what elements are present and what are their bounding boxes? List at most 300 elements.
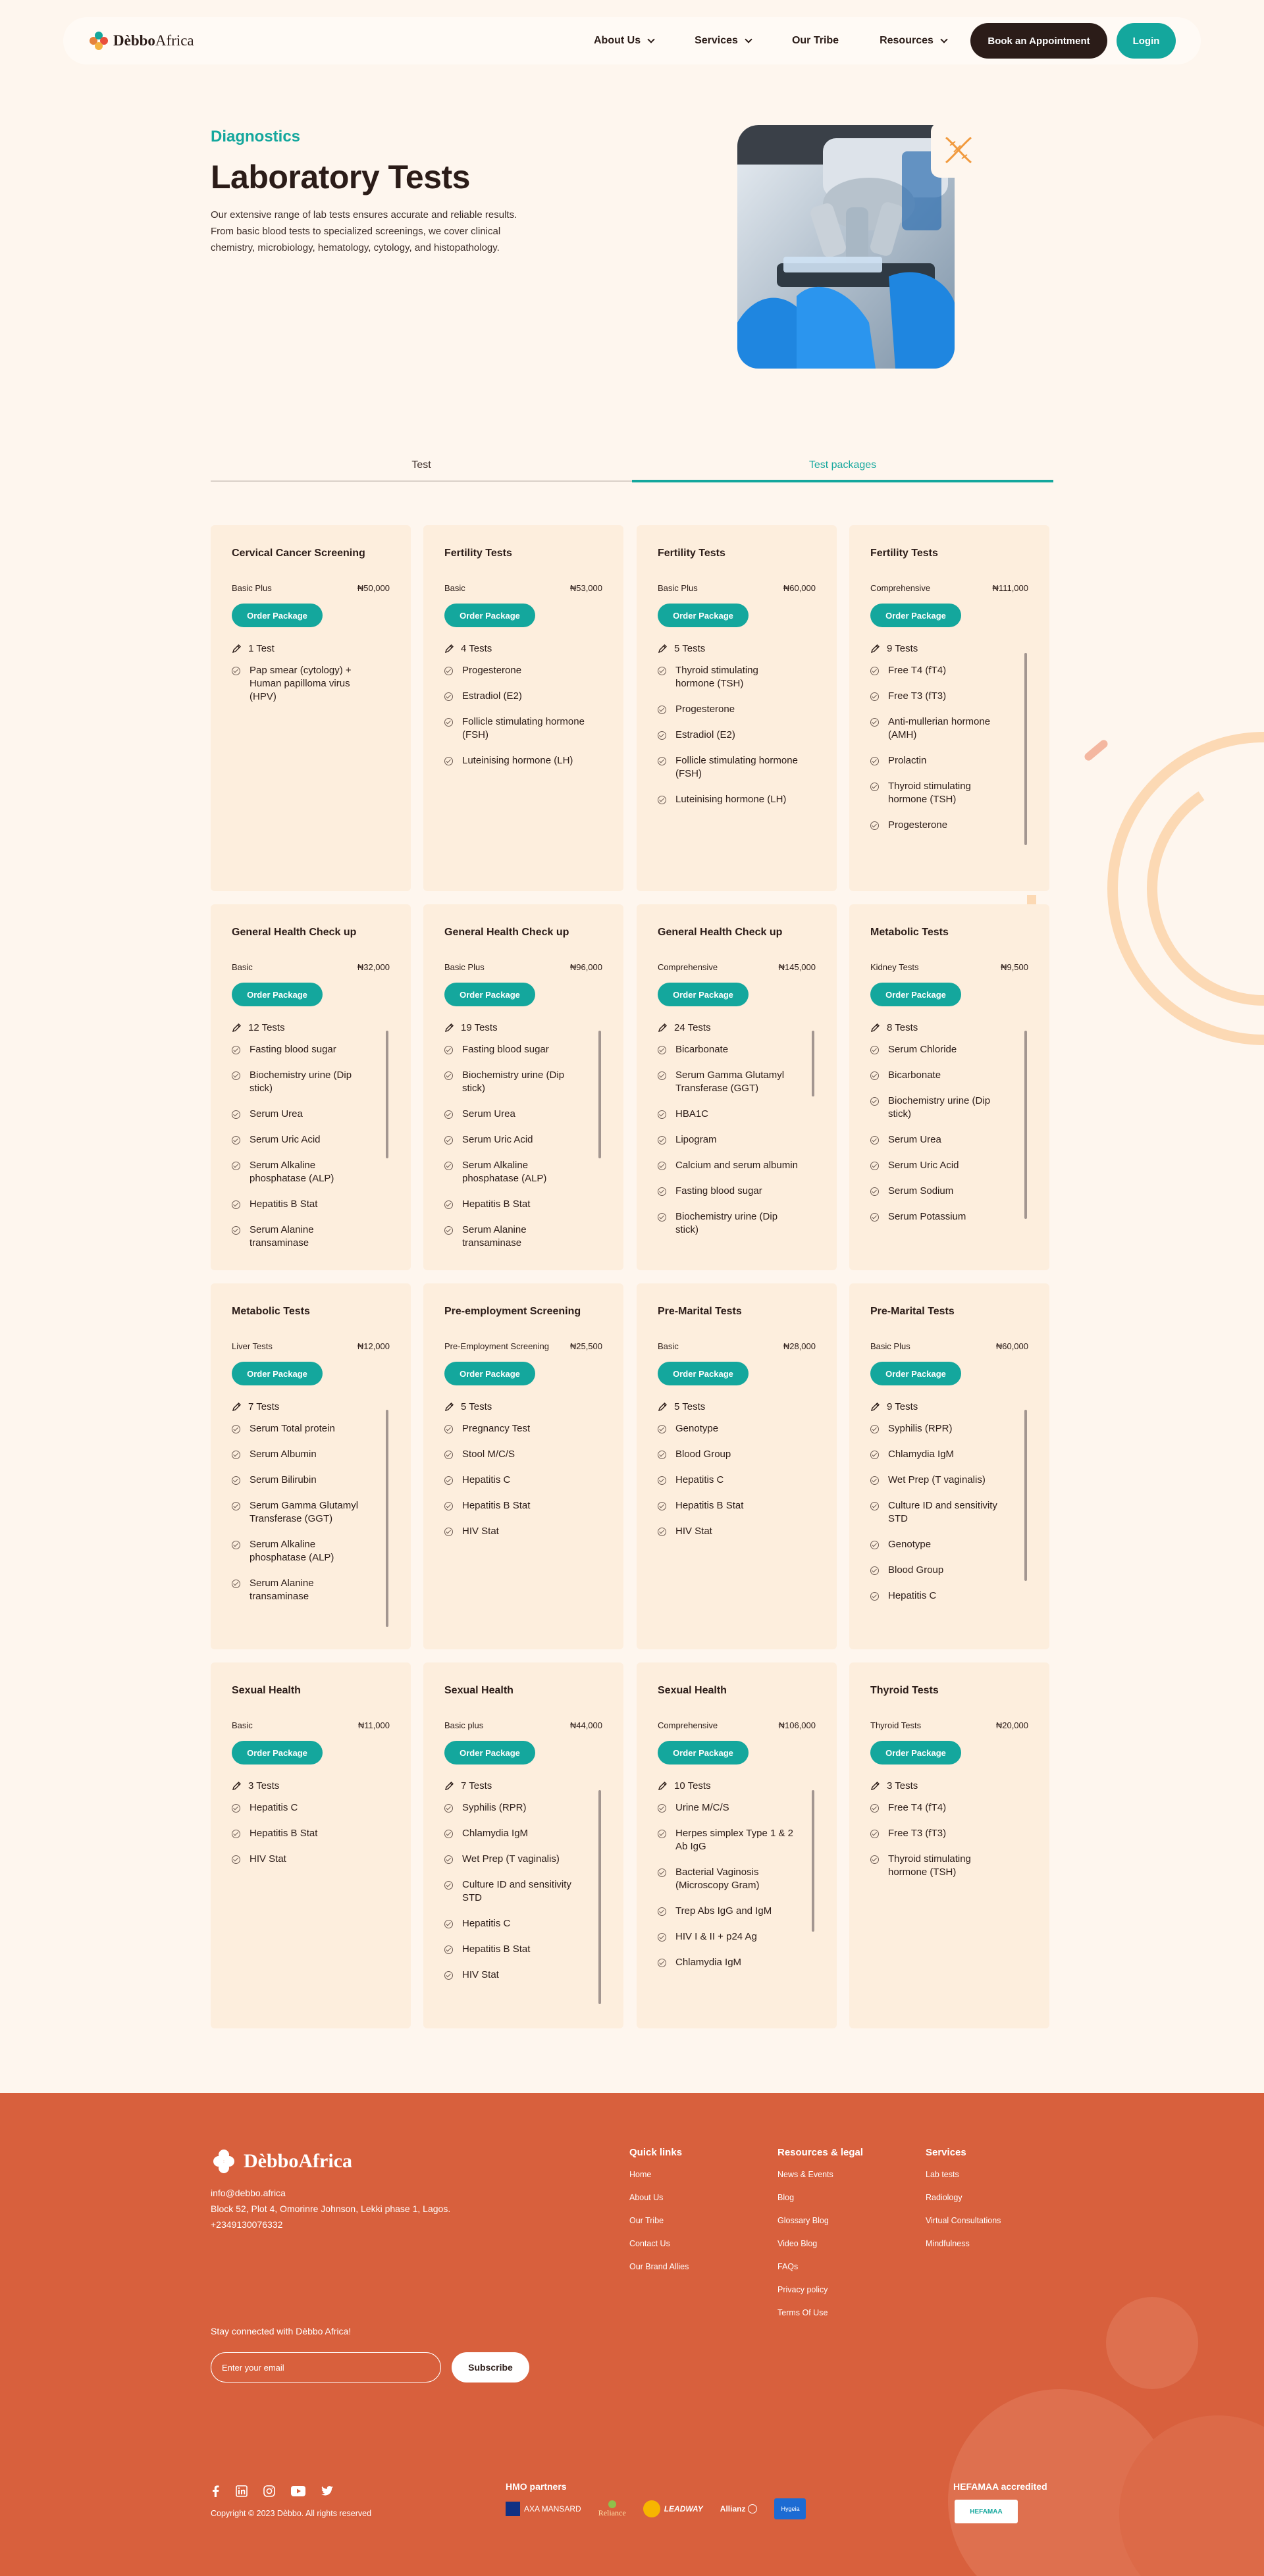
package-tier: Comprehensive [870, 583, 931, 593]
check-circle-icon [870, 1187, 879, 1196]
twitter-icon[interactable] [321, 2486, 333, 2496]
list-item: Serum Alanine transaminase [232, 1224, 374, 1246]
list-item: Hepatitis C [232, 1801, 374, 1815]
check-circle-icon [870, 1213, 879, 1222]
check-circle-icon [870, 1451, 879, 1459]
test-list[interactable] [444, 1801, 602, 2004]
pencil-icon [444, 644, 454, 654]
dna-icon [931, 122, 986, 178]
package-card [423, 1662, 623, 2028]
package-tier: Basic Plus [870, 1341, 910, 1351]
resources-links: Resources & legal News & Events Blog Glossary Blog Video Blog FAQs Privacy policy Terms Of Use [777, 2147, 864, 2317]
youtube-icon[interactable] [291, 2486, 305, 2496]
check-circle-icon [444, 1110, 453, 1119]
list-item: Hepatitis B Stat [232, 1827, 374, 1840]
order-package-button[interactable]: Order Package [232, 1362, 323, 1385]
package-tier: Comprehensive [658, 1720, 718, 1730]
package-price: ₦60,000 [995, 1341, 1028, 1351]
order-package-button[interactable]: Order Package [870, 1362, 961, 1385]
check-circle-icon [444, 1071, 453, 1080]
pencil-icon [444, 1781, 454, 1791]
pencil-icon [870, 644, 880, 654]
package-tier: Basic [232, 962, 253, 972]
scrollbar[interactable] [812, 1031, 814, 1096]
package-title: Fertility Tests [658, 548, 725, 559]
check-circle-icon [444, 757, 453, 765]
list-item: Fasting blood sugar [658, 1185, 800, 1198]
list-item: Thyroid stimulating hormone (TSH) [870, 1853, 1013, 1879]
check-circle-icon [870, 1592, 879, 1601]
footer-link[interactable]: Lab tests [926, 2170, 959, 2179]
list-item: Chlamydia IgM [658, 1956, 800, 1969]
leadway-logo: LEADWAY [643, 2500, 703, 2517]
package-price: ₦9,500 [1001, 962, 1028, 972]
check-circle-icon [658, 1868, 666, 1877]
check-circle-icon [658, 1213, 666, 1222]
footer-link[interactable]: Our Tribe [629, 2216, 664, 2225]
scrollbar[interactable] [386, 1410, 388, 1627]
list-item: Blood Group [870, 1564, 1013, 1577]
list-item: Wet Prep (T vaginalis) [870, 1474, 1013, 1487]
check-circle-icon [870, 1136, 879, 1145]
check-circle-icon [870, 1566, 879, 1575]
check-circle-icon [870, 1425, 879, 1433]
package-tier: Basic Plus [658, 583, 698, 593]
package-title: Metabolic Tests [870, 927, 949, 938]
microscope-image [737, 125, 955, 369]
check-circle-icon [658, 757, 666, 765]
list-item: Progesterone [658, 703, 800, 716]
list-item: Serum Alanine transaminase [232, 1577, 374, 1603]
package-title: Pre-Marital Tests [658, 1306, 742, 1317]
package-card [211, 1283, 411, 1649]
pencil-icon [658, 1781, 668, 1791]
package-tier: Basic [232, 1720, 253, 1730]
check-circle-icon [658, 1425, 666, 1433]
list-item: HIV I & II + p24 Ag [658, 1930, 800, 1944]
package-tier: Basic [444, 583, 465, 593]
hefamaa-logo: HEFAMAA [955, 2500, 1018, 2523]
list-item: Serum Alkaline phosphatase (ALP) [232, 1159, 374, 1185]
list-item: Hepatitis B Stat [444, 1198, 587, 1211]
list-item: HIV Stat [658, 1525, 800, 1538]
check-circle-icon [232, 1804, 240, 1813]
order-package-button[interactable]: Order Package [658, 983, 749, 1006]
list-item: Fasting blood sugar [444, 1043, 587, 1056]
check-circle-icon [232, 1476, 240, 1485]
package-price: ₦20,000 [995, 1720, 1028, 1730]
list-item: Bacterial Vaginosis (Microscopy Gram) [658, 1866, 800, 1892]
test-count: 9 Tests [887, 1401, 918, 1412]
newsletter-email-input[interactable]: Enter your email [211, 2352, 441, 2383]
hero-eyebrow: Diagnostics [211, 128, 301, 145]
logo-mark-icon [90, 32, 108, 50]
list-item: Estradiol (E2) [658, 729, 800, 742]
list-item: Hepatitis C [444, 1917, 587, 1930]
order-package-button[interactable]: Order Package [444, 983, 535, 1006]
check-circle-icon [870, 1830, 879, 1838]
footer-link[interactable]: Terms Of Use [777, 2308, 828, 2317]
stay-connected-label: Stay connected with Dèbbo Africa! [211, 2326, 352, 2336]
package-price: ₦145,000 [778, 962, 816, 972]
list-item: Biochemistry urine (Dip stick) [232, 1069, 374, 1095]
check-circle-icon [870, 692, 879, 701]
list-item: Serum Bilirubin [232, 1474, 374, 1487]
list-item: Serum Urea [232, 1108, 374, 1121]
list-item: Serum Uric Acid [232, 1133, 374, 1146]
list-item: Free T3 (fT3) [870, 1827, 1013, 1840]
book-appointment-button[interactable]: Book an Appointment [970, 23, 1107, 59]
footer-link[interactable]: Our Brand Allies [629, 2262, 689, 2271]
scrollbar[interactable] [598, 1790, 601, 2004]
test-count: 4 Tests [461, 642, 492, 654]
hero-description: Our extensive range of lab tests ensures accurate and reliable results. From basic blood tests to specialized screenings, we cover clinical chemistry, microbiology, hematology, cytology, and histopathology. [211, 209, 517, 253]
hygeia-logo: Hygeia [774, 2498, 806, 2519]
list-item: Luteinising hormone (LH) [658, 793, 800, 806]
list-item: Serum Gamma Glutamyl Transferase (GGT) [232, 1499, 374, 1526]
check-circle-icon [444, 718, 453, 727]
list-item: Hepatitis C [658, 1474, 800, 1487]
package-price: ₦28,000 [783, 1341, 816, 1351]
package-tier: Kidney Tests [870, 962, 919, 972]
check-circle-icon [870, 783, 879, 791]
order-package-button[interactable]: Order Package [232, 1741, 323, 1765]
order-package-button[interactable]: Order Package [444, 604, 535, 627]
scrollbar[interactable] [1024, 1410, 1027, 1581]
check-circle-icon [444, 1425, 453, 1433]
scrollbar[interactable] [598, 1031, 601, 1158]
check-circle-icon [870, 1541, 879, 1549]
pencil-icon [658, 1023, 668, 1033]
check-circle-icon [658, 1110, 666, 1119]
package-card [211, 525, 411, 891]
list-item: Hepatitis B Stat [232, 1198, 374, 1211]
order-package-button[interactable]: Order Package [232, 983, 323, 1006]
footer-link[interactable]: About Us [629, 2193, 664, 2202]
nav-our-tribe[interactable]: Our Tribe [791, 35, 839, 46]
test-list[interactable] [444, 664, 602, 867]
check-circle-icon [444, 692, 453, 701]
check-circle-icon [444, 1136, 453, 1145]
test-count: 8 Tests [887, 1021, 918, 1033]
check-circle-icon [658, 796, 666, 804]
package-tier: Basic plus [444, 1720, 484, 1730]
list-item: Wet Prep (T vaginalis) [444, 1853, 587, 1866]
list-item: Pap smear (cytology) + Human papilloma virus (HPV) [232, 664, 374, 704]
test-list[interactable] [658, 664, 816, 867]
package-price: ₦60,000 [783, 583, 816, 593]
list-item: Hepatitis B Stat [444, 1499, 587, 1512]
check-circle-icon [870, 1071, 879, 1080]
package-title: Cervical Cancer Screening [232, 548, 365, 559]
package-tier: Basic Plus [444, 962, 485, 972]
footer-email[interactable]: info@debbo.africa [211, 2188, 286, 2198]
order-package-button[interactable]: Order Package [444, 1362, 535, 1385]
footer-phone[interactable]: +2349130076332 [211, 2219, 283, 2230]
social-links [211, 2485, 333, 2497]
package-title: Sexual Health [232, 1685, 301, 1696]
page-title: Laboratory Tests [211, 159, 470, 195]
test-list[interactable] [658, 1043, 816, 1246]
brand-logo[interactable] [90, 32, 194, 50]
list-item: Progesterone [870, 819, 1013, 832]
package-tier: Liver Tests [232, 1341, 273, 1351]
pencil-icon [444, 1023, 454, 1033]
list-item: Serum Uric Acid [444, 1133, 587, 1146]
chevron-down-icon [647, 36, 654, 43]
package-title: Metabolic Tests [232, 1306, 310, 1317]
footer-link[interactable]: News & Events [777, 2170, 833, 2179]
list-item: Serum Chloride [870, 1043, 1013, 1056]
list-item: Biochemistry urine (Dip stick) [444, 1069, 587, 1095]
check-circle-icon [232, 1162, 240, 1170]
list-item: Luteinising hormone (LH) [444, 754, 587, 767]
check-circle-icon [658, 1136, 666, 1145]
check-circle-icon [870, 1162, 879, 1170]
logo-mark-icon [211, 2148, 237, 2175]
list-item: Syphilis (RPR) [870, 1422, 1013, 1435]
list-item: HIV Stat [444, 1525, 587, 1538]
check-circle-icon [658, 1830, 666, 1838]
list-item: Pregnancy Test [444, 1422, 587, 1435]
footer-link[interactable]: Mindfulness [926, 2239, 970, 2248]
check-circle-icon [658, 1071, 666, 1080]
check-circle-icon [444, 1528, 453, 1536]
footer-link[interactable]: FAQs [777, 2262, 799, 2271]
check-circle-icon [658, 1933, 666, 1942]
check-circle-icon [232, 1580, 240, 1588]
check-circle-icon [444, 1804, 453, 1813]
check-circle-icon [870, 1476, 879, 1485]
package-title: Thyroid Tests [870, 1685, 939, 1696]
check-circle-icon [232, 1136, 240, 1145]
package-card [637, 1662, 837, 2028]
list-item: Genotype [658, 1422, 800, 1435]
package-title: Pre-Marital Tests [870, 1306, 955, 1317]
footer-link[interactable]: Virtual Consultations [926, 2216, 1001, 2225]
pencil-icon [232, 1023, 242, 1033]
package-card [849, 1283, 1049, 1649]
check-circle-icon [658, 1959, 666, 1967]
test-count: 5 Tests [674, 642, 706, 654]
test-list[interactable] [444, 1043, 602, 1246]
check-circle-icon [444, 1945, 453, 1954]
test-count: 3 Tests [887, 1780, 918, 1791]
check-circle-icon [658, 1804, 666, 1813]
check-circle-icon [232, 1855, 240, 1864]
linkedin-icon[interactable] [236, 2485, 248, 2497]
package-card [637, 1283, 837, 1649]
footer-decor [935, 2251, 1264, 2576]
test-list[interactable] [232, 1043, 390, 1246]
list-item: Herpes simplex Type 1 & 2 Ab IgG [658, 1827, 800, 1853]
check-circle-icon [444, 1920, 453, 1928]
test-list[interactable] [444, 1422, 602, 1625]
list-item: Free T4 (fT4) [870, 1801, 1013, 1815]
facebook-icon[interactable] [211, 2485, 220, 2497]
hefamaa-title: HEFAMAA accredited [953, 2481, 1047, 2492]
login-button[interactable]: Login [1117, 23, 1176, 59]
test-list[interactable] [232, 1422, 390, 1625]
test-count: 1 Test [248, 642, 275, 654]
reliance-logo: Reliance [598, 2500, 626, 2518]
pencil-icon [444, 1402, 454, 1412]
package-title: Pre-employment Screening [444, 1306, 581, 1317]
package-card [423, 525, 623, 891]
check-circle-icon [232, 1425, 240, 1433]
copyright: Copyright © 2023 Dèbbo. All rights reserved [211, 2509, 372, 2518]
check-circle-icon [444, 1226, 453, 1235]
list-item: Urine M/C/S [658, 1801, 800, 1815]
test-list[interactable] [232, 664, 390, 867]
package-tier: Basic Plus [232, 583, 272, 593]
order-package-button[interactable]: Order Package [870, 983, 961, 1006]
package-price: ₦44,000 [569, 1720, 602, 1730]
order-package-button[interactable]: Order Package [870, 604, 961, 627]
test-count: 10 Tests [674, 1780, 711, 1791]
test-list[interactable] [658, 1422, 816, 1625]
list-item: Serum Urea [444, 1108, 587, 1121]
footer-address: Block 52, Plot 4, Omorinre Johnson, Lekki phase 1, Lagos. [211, 2203, 451, 2214]
pencil-icon [232, 644, 242, 654]
check-circle-icon [870, 1046, 879, 1054]
nav-resources[interactable]: Resources [880, 35, 947, 47]
package-card [849, 904, 1049, 1270]
check-circle-icon [444, 1502, 453, 1510]
scrollbar[interactable] [1024, 1031, 1027, 1219]
footer-logo[interactable]: DèbboAfrica [211, 2148, 352, 2175]
list-item: Estradiol (E2) [444, 690, 587, 703]
check-circle-icon [658, 667, 666, 675]
footer-link[interactable]: Video Blog [777, 2239, 818, 2248]
test-count: 5 Tests [461, 1401, 492, 1412]
footer-link[interactable]: Privacy policy [777, 2285, 828, 2294]
check-circle-icon [444, 1855, 453, 1864]
chevron-down-icon [940, 36, 947, 43]
scrollbar[interactable] [1024, 653, 1027, 845]
tab-test[interactable]: Test [411, 459, 431, 471]
check-circle-icon [232, 1541, 240, 1549]
check-circle-icon [870, 1855, 879, 1864]
test-list[interactable] [658, 1801, 816, 2004]
list-item: Thyroid stimulating hormone (TSH) [658, 664, 800, 690]
check-circle-icon [658, 1502, 666, 1510]
test-list[interactable] [870, 1043, 1028, 1246]
list-item: Stool M/C/S [444, 1448, 587, 1461]
test-count: 12 Tests [248, 1021, 285, 1033]
pencil-icon [232, 1781, 242, 1791]
check-circle-icon [870, 1097, 879, 1106]
footer-link[interactable]: Contact Us [629, 2239, 670, 2248]
test-tabs [211, 455, 1053, 482]
list-item: Serum Sodium [870, 1185, 1013, 1198]
order-package-button[interactable]: Order Package [658, 604, 749, 627]
scrollbar[interactable] [812, 1790, 814, 1932]
check-circle-icon [870, 718, 879, 727]
list-item: Free T3 (fT3) [870, 690, 1013, 703]
list-item: Hepatitis C [444, 1474, 587, 1487]
package-price: ₦25,500 [569, 1341, 602, 1351]
hmo-partners-title: HMO partners [506, 2481, 567, 2492]
check-circle-icon [870, 667, 879, 675]
list-item: Serum Alkaline phosphatase (ALP) [232, 1538, 374, 1564]
order-package-button[interactable]: Order Package [232, 604, 323, 627]
test-count: 9 Tests [887, 642, 918, 654]
package-price: ₦32,000 [357, 962, 390, 972]
footer-link[interactable]: Home [629, 2170, 652, 2179]
footer-link[interactable]: Glossary Blog [777, 2216, 829, 2225]
list-item: Serum Alkaline phosphatase (ALP) [444, 1159, 587, 1185]
footer-link[interactable]: Blog [777, 2193, 795, 2202]
check-circle-icon [444, 1971, 453, 1980]
package-price: ₦50,000 [357, 583, 390, 593]
list-item: HBA1C [658, 1108, 800, 1121]
test-list[interactable] [870, 1422, 1028, 1625]
tab-test-packages[interactable]: Test packages [632, 455, 1053, 482]
test-list[interactable] [870, 1801, 1028, 2004]
test-list[interactable] [232, 1801, 390, 2004]
test-list[interactable] [870, 664, 1028, 867]
package-title: General Health Check up [658, 927, 783, 938]
pencil-icon [870, 1781, 880, 1791]
check-circle-icon [870, 757, 879, 765]
package-title: Fertility Tests [444, 548, 512, 559]
nav-about-us[interactable]: About Us [594, 35, 654, 47]
chevron-down-icon [745, 36, 752, 43]
nav-services[interactable]: Services [695, 35, 751, 47]
check-circle-icon [658, 1162, 666, 1170]
subscribe-button[interactable]: Subscribe [452, 2352, 529, 2383]
pencil-icon [870, 1023, 880, 1033]
package-card [849, 1662, 1049, 2028]
footer-link[interactable]: Radiology [926, 2193, 962, 2202]
package-card [849, 525, 1049, 891]
list-item: Progesterone [444, 664, 587, 677]
package-price: ₦111,000 [992, 583, 1028, 593]
list-item: Chlamydia IgM [870, 1448, 1013, 1461]
list-item: Anti-mullerian hormone (AMH) [870, 715, 1013, 742]
check-circle-icon [444, 1200, 453, 1209]
order-package-button[interactable]: Order Package [870, 1741, 961, 1765]
instagram-icon[interactable] [263, 2485, 275, 2497]
scrollbar[interactable] [386, 1031, 388, 1158]
check-circle-icon [870, 821, 879, 830]
check-circle-icon [444, 1046, 453, 1054]
check-circle-icon [658, 1451, 666, 1459]
quick-links: Quick links Home About Us Our Tribe Contact Us Our Brand Allies [629, 2147, 689, 2271]
check-circle-icon [658, 1907, 666, 1916]
package-price: ₦106,000 [778, 1720, 816, 1730]
package-title: General Health Check up [232, 927, 357, 938]
brand-name: DèbboAfrica [113, 32, 194, 49]
test-count: 19 Tests [461, 1021, 498, 1033]
top-navbar [63, 17, 1201, 64]
package-tier: Basic [658, 1341, 679, 1351]
order-package-button[interactable]: Order Package [658, 1741, 749, 1765]
order-package-button[interactable]: Order Package [658, 1362, 749, 1385]
list-item: Genotype [870, 1538, 1013, 1551]
order-package-button[interactable]: Order Package [444, 1741, 535, 1765]
list-item: Serum Gamma Glutamyl Transferase (GGT) [658, 1069, 800, 1095]
check-circle-icon [444, 1881, 453, 1890]
check-circle-icon [444, 667, 453, 675]
list-item: Serum Uric Acid [870, 1159, 1013, 1172]
list-item: Bicarbonate [658, 1043, 800, 1056]
check-circle-icon [870, 1804, 879, 1813]
services-links: Services Lab tests Radiology Virtual Consultations Mindfulness [926, 2147, 1001, 2248]
check-circle-icon [232, 1071, 240, 1080]
list-item: Serum Alanine transaminase [444, 1224, 587, 1246]
